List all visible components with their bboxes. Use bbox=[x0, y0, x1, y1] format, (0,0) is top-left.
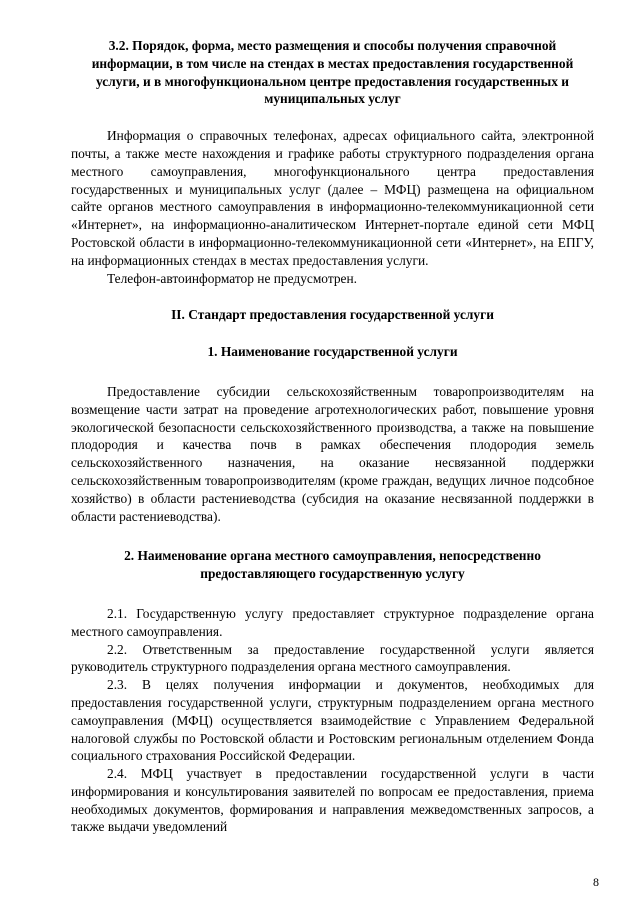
spacer bbox=[71, 361, 594, 383]
section-1-heading: 1. Наименование государственной услуги bbox=[207, 344, 458, 360]
paragraph: Информация о справочных телефонах, адресах официального сайта, электронной почты, а также месте нахождения и графике работы структурного подразделения органа местного самоуправления, многофункционального центра предоставления государственных и муниципальных услуг (далее – МФЦ) размещена на официальном сайте органов местного самоуправления в информационно-телекоммуникационной сети «Интернет», на информационно-аналитическом Интернет-портале единой сети МФЦ Ростовской области в информационно-телекоммуникационной сети «Интернет», на ЕПГУ, на информационных стендах в местах предоставления услуги. bbox=[71, 128, 594, 268]
paragraph: 2.4. МФЦ участвует в предоставлении государственной услуги в части информирования и консультирования заявителей по вопросам ее предоставления, приема необходимых документов, формирования и направления межведомственных запросов, а также выдачи уведомлений bbox=[71, 766, 594, 835]
paragraph: Предоставление субсидии сельскохозяйственным товаропроизводителям на возмещение части затрат на проведение агротехнологических работ, повышение уровня экологической безопасности сельскохозяйственного производства, а также на повышение плодородия и качества почв в рамках обеспечения плодородия земель сельскохозяйственного назначения, на оказание несвязанной поддержки сельскохозяйственным товаропроизводителям (кроме граждан, ведущих личное подсобное хозяйство) в области растениеводства (субсидия на оказание несвязанной поддержки в области растениеводства). bbox=[71, 383, 594, 524]
section-ii-heading: II. Стандарт предоставления государственной услуги bbox=[171, 307, 494, 323]
spacer bbox=[71, 108, 594, 127]
spacer bbox=[71, 525, 594, 547]
section-2-heading: 2. Наименование органа местного самоуправления, непосредственно предоставляющего государственную услугу bbox=[124, 548, 541, 582]
paragraph: 2.1. Государственную услугу предоставляет структурное подразделение органа местного самоуправления. bbox=[71, 605, 594, 639]
spacer bbox=[71, 583, 594, 605]
paragraph: 2.2. Ответственным за предоставление государственной услуги является руководитель структурного подразделения органа местного самоуправления. bbox=[71, 641, 594, 675]
spacer bbox=[71, 287, 594, 306]
page-content bbox=[71, 37, 594, 836]
section-3-2-heading: 3.2. Порядок, форма, место размещения и способы получения справочной информации, в том числе на стендах в местах предоставления государственной услуги, и в многофункциональном центре предоставления государственных и муниципальных услуг bbox=[91, 38, 574, 107]
spacer bbox=[71, 324, 594, 343]
page-number: 8 bbox=[593, 875, 599, 889]
paragraph: 2.3. В целях получения информации и документов, необходимых для предоставления государственной услуги, структурным подразделением органа местного самоуправления (МФЦ) осуществляется взаимодействие с Управлением Федеральной налоговой службы по Ростовской области и Ростовским региональным отделением Фонда социального страхования Российской Федерации. bbox=[71, 677, 594, 764]
paragraph: Телефон-автоинформатор не предусмотрен. bbox=[107, 270, 357, 286]
